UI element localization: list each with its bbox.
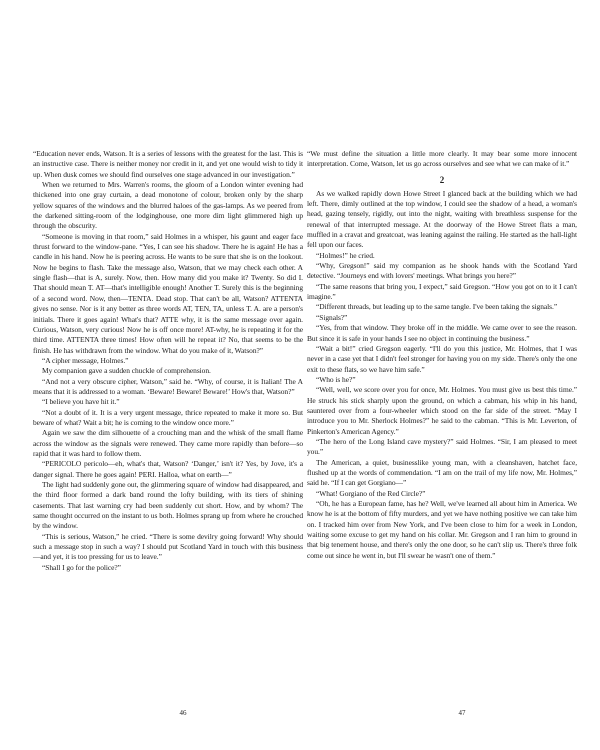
paragraph: “Education never ends, Watson. It is a series of lessons with the greatest for the last. This is an instructive case. There is neither money nor credit in it, and yet one would wish to tidy it up. When dusk comes we should find ourselves one stage advanced in our investigation.”	[33, 149, 303, 179]
paragraph: “Different threads, but leading up to the same tangle. I've been taking the signals.”	[316, 302, 558, 312]
paragraph: “PERICOLO pericolo—eh, what's that, Watson? ‘Danger,’ isn't it? Yes, by Jove, it's a danger signal. There he goes again! PERI. Halloa, what on earth—”	[33, 459, 303, 479]
paragraph: “Signals?”	[316, 312, 348, 322]
page-number-right: 47	[458, 709, 466, 717]
paragraph: “Someone is moving in that room,” said Holmes in a whisper, his gaunt and eager face thrust forward to the window-pane. “Yes, I can see his shadow. There he is again! He has a candle in his hand. Now he is peering across. He wants to be sure that she is on the lookout. Now he begins to flash. Take the message also, Watson, that we may check each other. A single flash—that is A, surely. Now, then. How many did you make it? Twenty. So did I. That should mean T. AT—that's intelligible enough! Another T. Surely this is the beginning of a second word. Now, then—TENTA. Dead stop. That can't be all, Watson? ATTENTA gives no sense. Nor is it any better as three words AT, TEN, TA, unless T. A. are a person's initials. There it goes again! What's that? ATTE why, it is the same message over again. Curious, Watson, very curious! Now he is off once more! AT-why, he is repeating it for the third time. ATTENTA three times! How often will he repeat it? No, that seems to be the finish. He has withdrawn from the window. What do you make of it, Watson?”	[33, 231, 303, 355]
paragraph: The American, a quiet, businesslike young man, with a cleanshaven, hatchet face, flushed up at the words of commendation. “I am on the trail of my life now, Mr. Holmes,” said he. “If I can get Gorgiano—”	[307, 457, 577, 488]
paragraph: “Yes, from that window. They broke off in the middle. We came over to see the reason. But since it is safe in your hands I see no object in continuing the business.”	[307, 323, 577, 343]
paragraph: “Shall I go for the police?”	[42, 562, 121, 572]
left-page-text	[33, 149, 303, 573]
paragraph: “Oh, he has a European fame, has he? Well, we've learned all about him in America. We know he is at the bottom of fifty murders, and yet we have nothing positive we can take him on. I tracked him over from New York, and I've been close to him for a week in London, waiting some excuse to get my hand on his collar. Mr. Gregson and I ran him to ground in that big tenement house, and there's only the one door, so he can't slip us. There's three folk come out since he went in, but I'll swear he wasn't one of them.”	[307, 499, 577, 560]
paragraph: “Who is he?”	[316, 374, 356, 384]
section-number: 2	[439, 174, 445, 185]
paragraph: As we walked rapidly down Howe Street I glanced back at the building which we had left. There, dimly outlined at the top window, I could see the shadow of a head, a woman's head, gazing tensely, rigidly, out into the night, waiting with breathless suspense for the renewal of that interrupted message. At the doorway of the Howe Street flats a man, muffled in a cravat and greatcoat, was leaning against the railing. He started as the hall-light fell upon our faces.	[307, 188, 577, 250]
paragraph: My companion gave a sudden chuckle of comprehension.	[42, 366, 211, 376]
paragraph: The light had suddenly gone out, the glimmering square of window had disappeared, and the third floor formed a dark band round the lofty building, with its tiers of shining casements. That last warning cry had been suddenly cut short. How, and by whom? The same thought occurred on the instant to us both. Holmes sprang up from where he crouched by the window.	[33, 480, 303, 531]
paragraph: “The hero of the Long Island cave mystery?” said Holmes. “Sir, I am pleased to meet you.”	[307, 436, 577, 457]
paragraph: “A cipher message, Holmes.”	[42, 355, 129, 365]
paragraph: “This is serious, Watson,” he cried. “There is some devilry going forward! Why should such a message stop in such a way? I should put Scotland Yard in touch with this business—and yet, it is too pressing for us to leave.”	[33, 531, 303, 562]
paragraph: “Well, well, we score over you for once, Mr. Holmes. You must give us best this time.” He struck his stick sharply upon the ground, on which a cabman, his whip in his hand, sauntered over from a four-wheeler which stood on the far side of the street. “May I introduce you to Mr. Sherlock Holmes?” he said to the cabman. “This is Mr. Leverton, of Pinkerton's American Agency.”	[307, 385, 577, 436]
right-page-text	[307, 149, 577, 561]
paragraph: Again we saw the dim silhouette of a crouching man and the whisk of the small flame across the window as the signals were renewed. They came more rapidly than before—so rapid that it was hard to follow them.	[33, 428, 303, 458]
paragraph: “Why, Gregson!” said my companion as he shook hands with the Scotland Yard detective. “Journeys end with lovers' meetings. What brings you here?”	[307, 261, 577, 281]
paragraph: “And not a very obscure cipher, Watson,” said he. “Why, of course, it is Italian! The A means that it is addressed to a woman. ‘Beware! Beware! Beware!’ How's that, Watson?”	[33, 376, 303, 396]
paragraph: “What! Gorgiano of the Red Circle?”	[316, 488, 426, 498]
paragraph: “I believe you have hit it.”	[42, 397, 120, 407]
paragraph: “Wait a bit!” cried Gregson eagerly. “I'll do you this justice, Mr. Holmes, that I was never in a case yet that I didn't feel stronger for having you on my side. There's only the one exit to these flats, so we have him safe.”	[307, 343, 577, 374]
paragraph: “We must define the situation a little more clearly. It may bear some more innocent interpretation. Come, Watson, let us go across ourselves and see what we can make of it.”	[307, 149, 577, 169]
paragraph: When we returned to Mrs. Warren's rooms, the gloom of a London winter evening had thickened into one gray curtain, a dead monotone of colour, broken only by the sharp yellow squares of the windows and the blurred haloes of the gas-lamps. As we peered from the darkened sitting-room of the lodginghouse, one more dim light glimmered high up through the obscurity.	[33, 180, 303, 231]
page-number-left: 46	[179, 709, 187, 717]
paragraph: “The same reasons that bring you, I expect,” said Gregson. “How you got on to it I can't imagine.”	[307, 281, 577, 302]
paragraph: “Not a doubt of it. It is a very urgent message, thrice repeated to make it more so. But beware of what? Wait a bit; he is coming to the window once more.”	[33, 407, 303, 427]
paragraph: “Holmes!” he cried.	[316, 250, 375, 260]
